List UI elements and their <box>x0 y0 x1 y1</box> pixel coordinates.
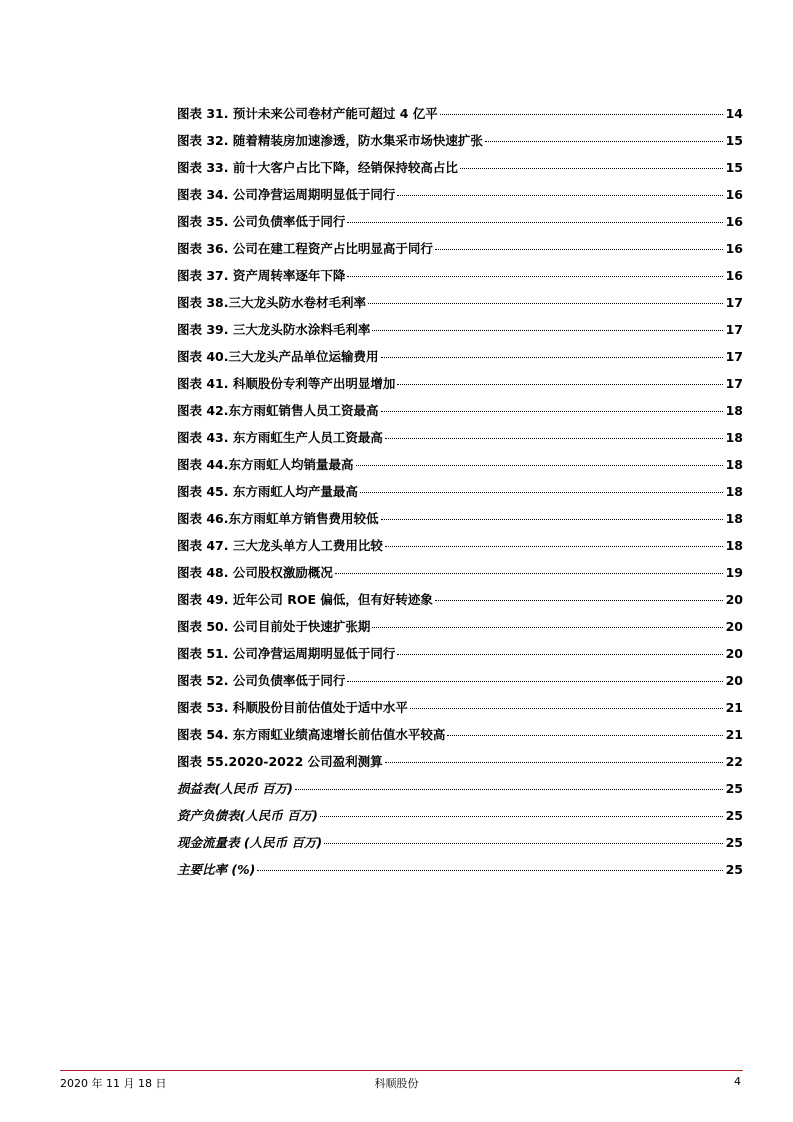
toc-entry[interactable] <box>177 667 743 694</box>
toc-entry[interactable] <box>177 208 743 235</box>
toc-dot-leader <box>397 654 722 655</box>
toc-entry[interactable] <box>177 316 743 343</box>
toc-dot-leader <box>460 168 723 169</box>
toc-dot-leader <box>435 600 723 601</box>
toc-entry[interactable] <box>177 532 743 559</box>
toc-entry-title: 图表 42.东方雨虹销售人员工资最高 <box>177 403 379 418</box>
toc-entry[interactable] <box>177 640 743 667</box>
toc-entry-page: 16 <box>725 268 743 283</box>
toc-entry[interactable] <box>177 343 743 370</box>
toc-entry-title: 图表 31. 预计未来公司卷材产能可超过 4 亿平 <box>177 106 438 121</box>
toc-entry[interactable] <box>177 100 743 127</box>
toc-entry-title: 图表 36. 公司在建工程资产占比明显高于同行 <box>177 241 433 256</box>
toc-entry[interactable] <box>177 559 743 586</box>
toc-dot-leader <box>385 762 723 763</box>
toc-entry-title: 图表 47. 三大龙头单方人工费用比较 <box>177 538 383 553</box>
toc-entry-page: 25 <box>725 781 743 796</box>
footer-company: 科顺股份 <box>374 1077 419 1090</box>
toc-entry[interactable] <box>177 586 743 613</box>
toc-dot-leader <box>410 708 723 709</box>
toc-entry[interactable] <box>177 613 743 640</box>
toc-entry-title: 图表 53. 科顺股份目前估值处于适中水平 <box>177 700 408 715</box>
toc-dot-leader <box>447 735 722 736</box>
toc-entry-page: 25 <box>725 835 743 850</box>
toc-entry-title: 图表 46.东方雨虹单方销售费用较低 <box>177 511 379 526</box>
toc-dot-leader <box>335 573 723 574</box>
toc-entry-title: 图表 35. 公司负债率低于同行 <box>177 214 346 229</box>
toc-entry-page: 21 <box>725 727 743 742</box>
toc-entry-page: 18 <box>725 457 743 472</box>
toc-dot-leader <box>347 276 722 277</box>
toc-entry-page: 18 <box>725 484 743 499</box>
toc-entry-title: 主要比率 (%) <box>177 862 256 877</box>
toc-entry-title: 图表 39. 三大龙头防水涂料毛利率 <box>177 322 371 337</box>
toc-dot-leader <box>385 546 723 547</box>
toc-entry[interactable] <box>177 235 743 262</box>
toc-entry-title: 图表 34. 公司净营运周期明显低于同行 <box>177 187 396 202</box>
toc-dot-leader <box>385 438 723 439</box>
toc-dot-leader <box>257 870 722 871</box>
toc-entry-title: 损益表(人民币 百万) <box>177 781 293 796</box>
toc-entry-title: 现金流量表 (人民币 百万) <box>177 835 323 850</box>
toc-entry[interactable] <box>177 154 743 181</box>
toc-dot-leader <box>485 141 723 142</box>
toc-entry-title: 图表 52. 公司负债率低于同行 <box>177 673 346 688</box>
toc-entry-page: 18 <box>725 403 743 418</box>
toc-dot-leader <box>381 519 723 520</box>
toc-entry[interactable] <box>177 505 743 532</box>
toc-entry-title: 图表 32. 随着精装房加速渗透，防水集采市场快速扩张 <box>177 133 483 148</box>
toc-entry-title: 图表 54. 东方雨虹业绩高速增长前估值水平较高 <box>177 727 446 742</box>
toc-entry[interactable] <box>177 370 743 397</box>
toc-entry-title: 图表 55.2020-2022 公司盈利测算 <box>177 754 383 769</box>
toc-entry-page: 22 <box>725 754 743 769</box>
toc-dot-leader <box>347 681 722 682</box>
footer-divider <box>60 1070 743 1071</box>
toc-entry-title: 图表 48. 公司股权激励概况 <box>177 565 333 580</box>
footer-date: 2020 年 11 月 18 日 <box>60 1077 167 1090</box>
toc-dot-leader <box>397 384 722 385</box>
toc-dot-leader <box>372 330 722 331</box>
toc-entry-title: 图表 38.三大龙头防水卷材毛利率 <box>177 295 366 310</box>
toc-entry[interactable] <box>177 289 743 316</box>
toc-dot-leader <box>397 195 722 196</box>
toc-entry-title: 资产负债表(人民币 百万) <box>177 808 318 823</box>
toc-entry[interactable] <box>177 694 743 721</box>
toc-entry-page: 16 <box>725 241 743 256</box>
toc-entry-page: 16 <box>725 214 743 229</box>
toc-dot-leader <box>295 789 723 790</box>
toc-entry-title: 图表 43. 东方雨虹生产人员工资最高 <box>177 430 383 445</box>
toc-entry[interactable] <box>177 397 743 424</box>
toc-entry-title: 图表 45. 东方雨虹人均产量最高 <box>177 484 358 499</box>
toc-dot-leader <box>435 249 723 250</box>
footer-page-number: 4 <box>734 1075 741 1088</box>
toc-entry-page: 20 <box>725 646 743 661</box>
toc-entry-page: 21 <box>725 700 743 715</box>
toc-dot-leader <box>360 492 723 493</box>
toc-entry-title: 图表 40.三大龙头产品单位运输费用 <box>177 349 379 364</box>
toc-dot-leader <box>320 816 723 817</box>
toc-entry-page: 15 <box>725 160 743 175</box>
toc-dot-leader <box>440 114 723 115</box>
toc-dot-leader <box>324 843 722 844</box>
toc-entry[interactable] <box>177 829 743 856</box>
toc-entry-page: 20 <box>725 619 743 634</box>
toc-dot-leader <box>381 411 723 412</box>
toc-entry-title: 图表 49. 近年公司 ROE 偏低，但有好转迹象 <box>177 592 433 607</box>
toc-entry-title: 图表 50. 公司目前处于快速扩张期 <box>177 619 371 634</box>
toc-entry[interactable] <box>177 721 743 748</box>
toc-entry-page: 17 <box>725 376 743 391</box>
toc-entry-page: 18 <box>725 538 743 553</box>
toc-entry[interactable] <box>177 775 743 802</box>
toc-entry-page: 20 <box>725 592 743 607</box>
toc-entry[interactable] <box>177 478 743 505</box>
toc-entry-title: 图表 44.东方雨虹人均销量最高 <box>177 457 354 472</box>
toc-dot-leader <box>356 465 723 466</box>
toc-entry[interactable] <box>177 262 743 289</box>
toc-entry-page: 17 <box>725 295 743 310</box>
table-of-figures <box>177 100 743 883</box>
toc-entry-page: 17 <box>725 349 743 364</box>
toc-entry[interactable] <box>177 127 743 154</box>
toc-entry-page: 18 <box>725 430 743 445</box>
toc-entry[interactable] <box>177 802 743 829</box>
toc-entry-page: 25 <box>725 862 743 877</box>
toc-entry-title: 图表 37. 资产周转率逐年下降 <box>177 268 346 283</box>
toc-entry-page: 15 <box>725 133 743 148</box>
toc-entry[interactable] <box>177 748 743 775</box>
toc-entry-page: 25 <box>725 808 743 823</box>
toc-entry-page: 14 <box>725 106 743 121</box>
toc-entry-page: 17 <box>725 322 743 337</box>
toc-entry-page: 19 <box>725 565 743 580</box>
toc-entry[interactable] <box>177 856 743 883</box>
toc-dot-leader <box>381 357 723 358</box>
toc-entry[interactable] <box>177 424 743 451</box>
toc-entry[interactable] <box>177 451 743 478</box>
toc-dot-leader <box>347 222 722 223</box>
toc-entry[interactable] <box>177 181 743 208</box>
toc-dot-leader <box>368 303 723 304</box>
toc-dot-leader <box>372 627 722 628</box>
toc-entry-page: 18 <box>725 511 743 526</box>
toc-entry-title: 图表 41. 科顺股份专利等产出明显增加 <box>177 376 396 391</box>
toc-entry-page: 16 <box>725 187 743 202</box>
toc-entry-page: 20 <box>725 673 743 688</box>
toc-entry-title: 图表 33. 前十大客户占比下降，经销保持较高占比 <box>177 160 458 175</box>
toc-entry-title: 图表 51. 公司净营运周期明显低于同行 <box>177 646 396 661</box>
